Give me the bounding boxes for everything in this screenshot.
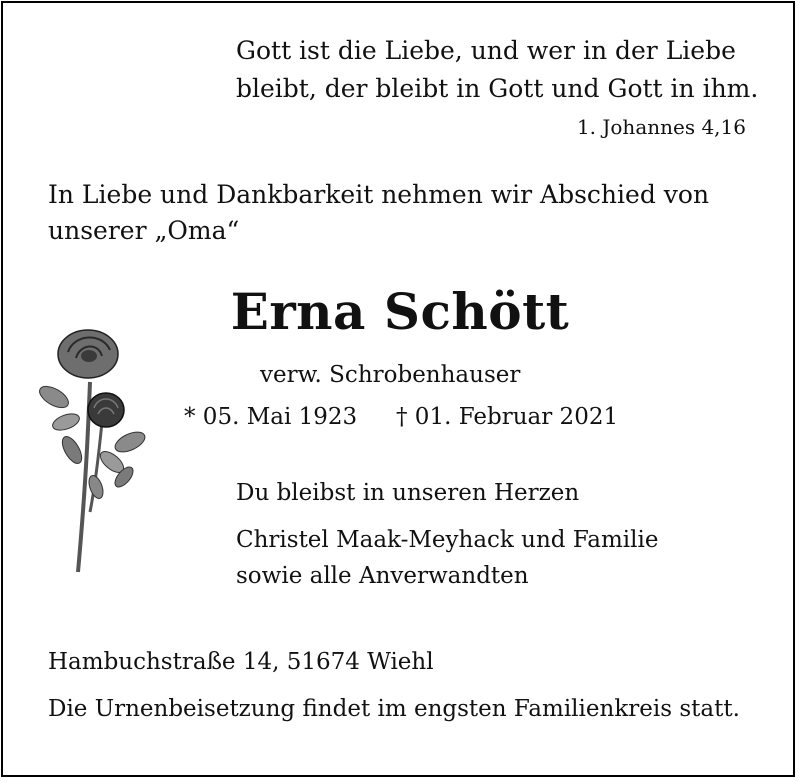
verse-line-1: Gott ist die Liebe, und wer in der Liebe [236,36,736,65]
birth-date: * 05. Mai 1923 [184,404,358,430]
intro-line-2: unserer „Oma“ [48,216,240,245]
intro-text [48,177,709,249]
bible-verse [236,32,758,108]
verse-line-2: bleibt, der bleibt in Gott und Gott in ihm. [236,74,759,103]
mourners-line-1: Christel Maak-Meyhack und Familie [236,527,659,553]
mourners [236,522,658,594]
address: Hambuchstraße 14, 51674 Wiehl [48,649,434,675]
ceremony-note: Die Urnenbeisetzung findet im engsten Familienkreis statt. [48,696,740,722]
mourners-line-2: sowie alle Anverwandten [236,563,529,589]
farewell-text: Du bleibst in unseren Herzen [236,480,580,506]
widowed-name: verw. Schrobenhauser [260,362,521,388]
intro-line-1: In Liebe und Dankbarkeit nehmen wir Abschied von [48,180,710,209]
rose-icon [32,322,157,582]
death-date: † 01. Februar 2021 [396,404,619,430]
deceased-name: Erna Schött [230,282,570,341]
verse-reference: 1. Johannes 4,16 [576,115,746,139]
